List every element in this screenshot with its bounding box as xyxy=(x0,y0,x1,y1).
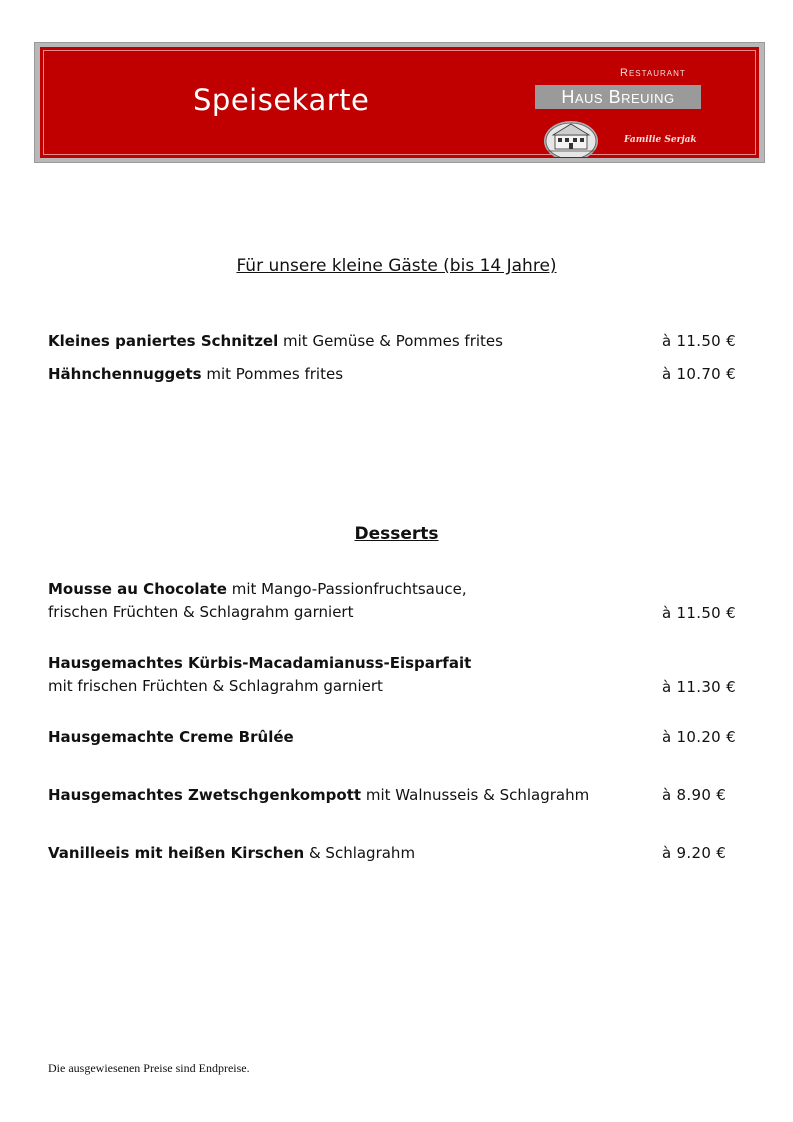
menu-item-name: Mousse au Chocolate xyxy=(48,580,227,598)
logo-restaurant-name: Haus Breuing xyxy=(535,85,701,109)
menu-item xyxy=(48,842,648,865)
menu-item xyxy=(48,330,648,353)
menu-item-price: à 10.70 € xyxy=(662,365,736,383)
menu-item xyxy=(48,784,648,807)
page-title: Speisekarte xyxy=(193,83,370,117)
section-heading-kids: Für unsere kleine Gäste (bis 14 Jahre) xyxy=(236,256,557,276)
banner-red-panel xyxy=(40,47,759,158)
menu-item-name: Hausgemachte Creme Brûlée xyxy=(48,728,294,746)
logo-family-name: Familie Serjak xyxy=(624,135,697,145)
house-emblem-icon xyxy=(543,117,599,157)
menu-item-description-line2: frischen Früchten & Schlagrahm garniert xyxy=(48,603,354,621)
menu-item-price: à 9.20 € xyxy=(662,844,727,862)
logo-restaurant-label: Restaurant xyxy=(620,67,686,79)
menu-item-price: à 10.20 € xyxy=(662,728,736,746)
menu-item-name: Hausgemachtes Kürbis-Macadamianuss-Eisparfait xyxy=(48,654,472,672)
header-banner xyxy=(34,42,765,163)
price-footnote: Die ausgewiesenen Preise sind Endpreise. xyxy=(48,1061,250,1075)
menu-item-name: Hähnchennuggets xyxy=(48,365,202,383)
menu-item-description: & Schlagrahm xyxy=(304,844,416,862)
menu-item-name: Kleines paniertes Schnitzel xyxy=(48,332,279,350)
menu-item-description-line2: mit frischen Früchten & Schlagrahm garniert xyxy=(48,677,383,695)
menu-item xyxy=(48,652,648,698)
menu-item xyxy=(48,363,648,386)
menu-item-description: mit Mango-Passionfruchtsauce, xyxy=(226,580,467,598)
menu-item-name: Hausgemachtes Zwetschgenkompott xyxy=(48,786,362,804)
menu-item-price: à 8.90 € xyxy=(662,786,727,804)
section-heading-desserts: Desserts xyxy=(354,524,439,544)
menu-item xyxy=(48,578,648,624)
menu-item-name: Vanilleeis mit heißen Kirschen xyxy=(48,844,305,862)
menu-item-price: à 11.50 € xyxy=(662,332,736,350)
menu-item xyxy=(48,726,648,749)
menu-item-description: mit Walnusseis & Schlagrahm xyxy=(361,786,590,804)
menu-item-price: à 11.50 € xyxy=(662,604,736,622)
menu-item-description: mit Pommes frites xyxy=(201,365,344,383)
menu-item-description: mit Gemüse & Pommes frites xyxy=(278,332,503,350)
menu-item-price: à 11.30 € xyxy=(662,678,736,696)
